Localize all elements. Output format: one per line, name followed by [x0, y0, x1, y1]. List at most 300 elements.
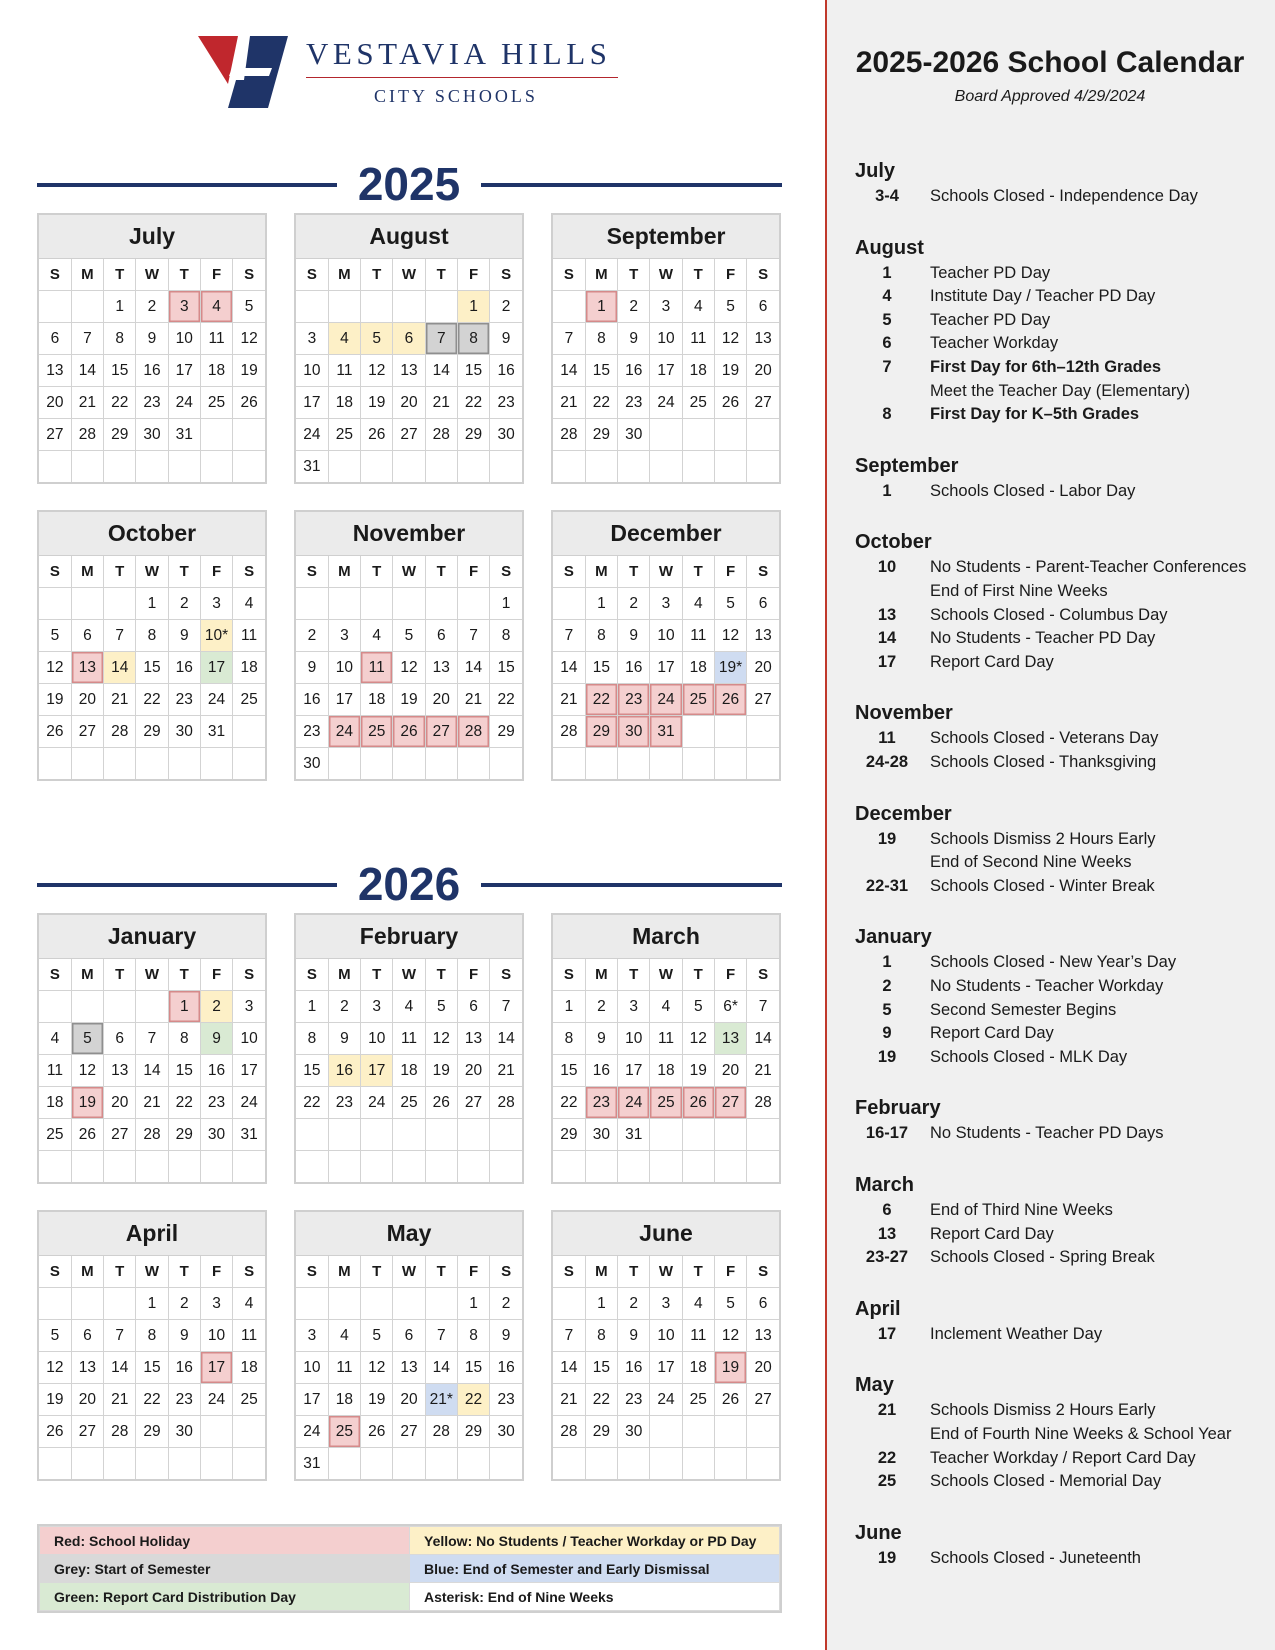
weekday-header: W	[393, 556, 425, 588]
empty-cell	[39, 588, 71, 620]
day-cell: 26	[361, 419, 393, 451]
day-cell: 11	[682, 323, 714, 355]
empty-cell	[553, 1151, 585, 1183]
empty-cell	[553, 1288, 585, 1320]
empty-cell	[425, 451, 457, 483]
day-cell: 23	[618, 1384, 650, 1416]
weekday-header: S	[296, 959, 328, 991]
day-cell: 22	[457, 387, 489, 419]
empty-cell	[425, 588, 457, 620]
day-cell: 12	[71, 1055, 103, 1087]
day-cell: 8	[585, 323, 617, 355]
weekday-header: S	[233, 1256, 265, 1288]
month-april	[37, 1210, 267, 1481]
vh-logo-icon	[198, 36, 288, 112]
day-cell: 4	[39, 1023, 71, 1055]
day-cell: 21	[553, 387, 585, 419]
empty-cell	[553, 588, 585, 620]
day-cell: 15	[136, 1352, 168, 1384]
day-cell: 22	[585, 387, 617, 419]
day-cell: 23	[168, 684, 200, 716]
day-cell: 2	[168, 1288, 200, 1320]
event-month-heading: July	[855, 160, 896, 182]
day-cell: 18	[328, 1384, 360, 1416]
empty-cell	[71, 588, 103, 620]
day-cell: 23	[618, 684, 650, 716]
empty-cell	[136, 748, 168, 780]
day-cell: 21	[553, 684, 585, 716]
event-date: 9	[882, 1024, 892, 1043]
empty-cell	[328, 1119, 360, 1151]
empty-cell	[296, 588, 328, 620]
event-description: Teacher Workday	[930, 334, 1059, 353]
day-cell: 27	[457, 1087, 489, 1119]
month-march	[551, 913, 781, 1184]
empty-cell	[168, 1151, 200, 1183]
day-cell: 12	[39, 1352, 71, 1384]
day-cell: 2	[618, 1288, 650, 1320]
day-cell: 27	[747, 684, 779, 716]
day-cell: 17	[168, 355, 200, 387]
event-date: 3-4	[875, 187, 899, 205]
day-cell: 10*	[200, 620, 232, 652]
day-cell: 18	[393, 1055, 425, 1087]
day-cell: 3	[650, 1288, 682, 1320]
day-cell: 15	[457, 355, 489, 387]
empty-cell	[233, 748, 265, 780]
empty-cell	[425, 1288, 457, 1320]
empty-cell	[168, 451, 200, 483]
day-cell: 6	[104, 1023, 136, 1055]
day-cell: 24	[618, 1087, 650, 1119]
day-cell: 26	[714, 684, 746, 716]
day-cell: 29	[168, 1119, 200, 1151]
day-cell: 21	[104, 684, 136, 716]
day-cell: 12	[361, 1352, 393, 1384]
empty-cell	[233, 419, 265, 451]
weekday-header: M	[328, 259, 360, 291]
month-name: February	[296, 915, 522, 959]
day-cell: 16	[490, 355, 522, 387]
day-cell: 16	[328, 1055, 360, 1087]
event-date: 13	[877, 605, 897, 624]
day-cell: 27	[71, 1416, 103, 1448]
day-cell: 29	[553, 1119, 585, 1151]
empty-cell	[200, 748, 232, 780]
weekday-header: S	[233, 259, 265, 291]
day-cell: 27	[393, 1416, 425, 1448]
empty-cell	[553, 748, 585, 780]
day-cell: 19	[71, 1087, 103, 1119]
day-cell: 5	[393, 620, 425, 652]
day-cell: 20	[457, 1055, 489, 1087]
day-cell: 13	[747, 323, 779, 355]
day-cell: 17	[233, 1055, 265, 1087]
logo-subtitle: CITY SCHOOLS	[374, 86, 538, 106]
weekday-header: S	[490, 259, 522, 291]
empty-cell	[585, 748, 617, 780]
event-date: 5	[882, 1000, 892, 1019]
event-date: 4	[882, 287, 892, 306]
weekday-header: S	[747, 556, 779, 588]
empty-cell	[490, 1448, 522, 1480]
empty-cell	[747, 748, 779, 780]
month-name: October	[39, 512, 265, 556]
day-cell: 1	[136, 588, 168, 620]
empty-cell	[71, 748, 103, 780]
day-cell: 14	[457, 652, 489, 684]
event-date: 7	[882, 358, 892, 376]
day-cell: 31	[650, 716, 682, 748]
empty-cell	[328, 1151, 360, 1183]
weekday-header: W	[650, 959, 682, 991]
day-cell: 4	[682, 1288, 714, 1320]
day-cell: 3	[296, 323, 328, 355]
day-cell: 4	[200, 291, 232, 323]
day-cell: 25	[328, 419, 360, 451]
day-cell: 2	[168, 588, 200, 620]
day-cell: 19	[714, 1352, 746, 1384]
empty-cell	[682, 451, 714, 483]
empty-cell	[682, 1416, 714, 1448]
empty-cell	[618, 451, 650, 483]
event-description: Inclement Weather Day	[930, 1324, 1103, 1343]
day-cell: 23	[490, 1384, 522, 1416]
month-january	[37, 913, 267, 1184]
day-cell: 9	[490, 323, 522, 355]
empty-cell	[618, 1151, 650, 1183]
day-cell: 1	[457, 1288, 489, 1320]
year-heading-2025	[37, 154, 782, 214]
day-cell: 19	[425, 1055, 457, 1087]
empty-cell	[714, 1119, 746, 1151]
day-cell: 3	[200, 588, 232, 620]
day-cell: 5	[714, 588, 746, 620]
event-description: Report Card Day	[930, 1024, 1054, 1043]
empty-cell	[328, 748, 360, 780]
day-cell: 22	[553, 1087, 585, 1119]
weekday-header: F	[200, 1256, 232, 1288]
day-cell: 3	[168, 291, 200, 323]
day-cell: 7	[425, 323, 457, 355]
empty-cell	[747, 451, 779, 483]
day-cell: 6	[747, 588, 779, 620]
day-cell: 22	[457, 1384, 489, 1416]
day-cell: 4	[361, 620, 393, 652]
day-cell: 9	[618, 323, 650, 355]
day-cell: 23	[296, 716, 328, 748]
day-cell: 5	[71, 1023, 103, 1055]
event-month-heading: December	[855, 802, 952, 825]
day-cell: 15	[136, 652, 168, 684]
day-cell: 25	[233, 684, 265, 716]
day-cell: 20	[714, 1055, 746, 1087]
empty-cell	[585, 1448, 617, 1480]
day-cell: 10	[361, 1023, 393, 1055]
empty-cell	[233, 1416, 265, 1448]
weekday-header: T	[104, 556, 136, 588]
day-cell: 27	[747, 387, 779, 419]
empty-cell	[682, 716, 714, 748]
day-cell: 24	[296, 419, 328, 451]
day-cell: 12	[714, 323, 746, 355]
day-cell: 28	[104, 1416, 136, 1448]
event-date: 19	[877, 1047, 897, 1066]
event-month-heading: March	[855, 1174, 914, 1196]
event-month-heading: January	[855, 926, 932, 949]
day-cell: 23	[200, 1087, 232, 1119]
day-cell: 25	[650, 1087, 682, 1119]
event-date: 8	[882, 405, 892, 424]
day-cell: 22	[136, 1384, 168, 1416]
day-cell: 6	[425, 620, 457, 652]
day-cell: 5	[39, 1320, 71, 1352]
day-cell: 13	[71, 1352, 103, 1384]
day-cell: 27	[104, 1119, 136, 1151]
legend-asterisk: Asterisk: End of Nine Weeks	[410, 1583, 780, 1611]
empty-cell	[71, 291, 103, 323]
day-cell: 2	[136, 291, 168, 323]
day-cell: 28	[104, 716, 136, 748]
empty-cell	[747, 716, 779, 748]
month-october	[37, 510, 267, 781]
day-cell: 9	[585, 1023, 617, 1055]
day-cell: 4	[682, 291, 714, 323]
weekday-header: T	[425, 556, 457, 588]
event-date: 6	[882, 1201, 892, 1219]
weekday-header: M	[71, 259, 103, 291]
day-cell: 14	[553, 1352, 585, 1384]
day-cell: 14	[553, 652, 585, 684]
day-cell: 22	[136, 684, 168, 716]
day-cell: 13	[104, 1055, 136, 1087]
day-cell: 27	[747, 1384, 779, 1416]
empty-cell	[168, 748, 200, 780]
day-cell: 2	[490, 1288, 522, 1320]
day-cell: 17	[200, 1352, 232, 1384]
day-cell: 8	[168, 1023, 200, 1055]
day-cell: 17	[200, 652, 232, 684]
day-cell: 18	[39, 1087, 71, 1119]
event-description: Schools Closed - Memorial Day	[930, 1472, 1162, 1491]
day-cell: 13	[714, 1023, 746, 1055]
empty-cell	[714, 451, 746, 483]
day-cell: 16	[490, 1352, 522, 1384]
weekday-header: F	[457, 556, 489, 588]
empty-cell	[490, 748, 522, 780]
month-name: March	[553, 915, 779, 959]
day-cell: 11	[650, 1023, 682, 1055]
day-cell: 26	[425, 1087, 457, 1119]
day-cell: 14	[136, 1055, 168, 1087]
day-cell: 10	[296, 355, 328, 387]
day-cell: 13	[393, 355, 425, 387]
day-cell: 12	[361, 355, 393, 387]
day-cell: 19*	[714, 652, 746, 684]
day-cell: 30	[585, 1119, 617, 1151]
day-cell: 13	[747, 620, 779, 652]
day-cell: 16	[618, 652, 650, 684]
day-cell: 20	[393, 1384, 425, 1416]
empty-cell	[361, 748, 393, 780]
day-cell: 10	[233, 1023, 265, 1055]
day-cell: 20	[425, 684, 457, 716]
day-cell: 20	[39, 387, 71, 419]
day-cell: 14	[71, 355, 103, 387]
day-cell: 15	[553, 1055, 585, 1087]
day-cell: 31	[296, 1448, 328, 1480]
month-name: May	[296, 1212, 522, 1256]
day-cell: 16	[585, 1055, 617, 1087]
day-cell: 7	[747, 991, 779, 1023]
month-september	[551, 213, 781, 484]
empty-cell	[393, 1151, 425, 1183]
event-description: First Day for K–5th Grades	[930, 405, 1140, 424]
day-cell: 8	[490, 620, 522, 652]
day-cell: 1	[168, 991, 200, 1023]
day-cell: 14	[425, 1352, 457, 1384]
day-cell: 20	[747, 355, 779, 387]
day-cell: 25	[682, 387, 714, 419]
day-cell: 5	[425, 991, 457, 1023]
day-cell: 11	[361, 652, 393, 684]
day-cell: 24	[361, 1087, 393, 1119]
day-cell: 30	[490, 419, 522, 451]
empty-cell	[200, 1151, 232, 1183]
day-cell: 14	[104, 652, 136, 684]
day-cell: 31	[168, 419, 200, 451]
day-cell: 19	[682, 1055, 714, 1087]
weekday-header: T	[618, 556, 650, 588]
event-date: 22	[877, 1448, 897, 1467]
day-cell: 5	[714, 1288, 746, 1320]
event-description: Second Semester Begins	[930, 1000, 1117, 1019]
day-cell: 3	[328, 620, 360, 652]
day-cell: 30	[200, 1119, 232, 1151]
day-cell: 19	[233, 355, 265, 387]
weekday-header: T	[104, 259, 136, 291]
weekday-header: S	[39, 259, 71, 291]
day-cell: 6	[747, 1288, 779, 1320]
day-cell: 31	[618, 1119, 650, 1151]
day-cell: 20	[393, 387, 425, 419]
weekday-header: W	[136, 1256, 168, 1288]
event-month-heading: August	[855, 236, 924, 259]
empty-cell	[361, 451, 393, 483]
day-cell: 17	[296, 387, 328, 419]
day-cell: 24	[296, 1416, 328, 1448]
day-cell: 10	[168, 323, 200, 355]
event-description: Schools Closed - Winter Break	[930, 876, 1155, 895]
event-description: Institute Day / Teacher PD Day	[930, 287, 1156, 306]
event-month-heading: September	[855, 454, 959, 477]
empty-cell	[328, 588, 360, 620]
color-legend	[37, 1524, 782, 1613]
day-cell: 8	[585, 620, 617, 652]
month-february	[294, 913, 524, 1184]
day-cell: 29	[104, 419, 136, 451]
event-date: 11	[878, 729, 896, 748]
day-cell: 10	[650, 1320, 682, 1352]
weekday-header: W	[136, 259, 168, 291]
month-november	[294, 510, 524, 781]
year-label: 2025	[357, 158, 461, 210]
day-cell: 8	[296, 1023, 328, 1055]
month-name: December	[553, 512, 779, 556]
event-description: Report Card Day	[930, 1224, 1054, 1243]
empty-cell	[104, 1448, 136, 1480]
day-cell: 29	[490, 716, 522, 748]
weekday-header: M	[71, 1256, 103, 1288]
day-cell: 28	[425, 419, 457, 451]
day-cell: 16	[136, 355, 168, 387]
empty-cell	[104, 1151, 136, 1183]
month-august	[294, 213, 524, 484]
weekday-header: F	[714, 1256, 746, 1288]
day-cell: 5	[233, 291, 265, 323]
weekday-header: T	[425, 1256, 457, 1288]
empty-cell	[296, 1119, 328, 1151]
empty-cell	[168, 1448, 200, 1480]
empty-cell	[328, 1448, 360, 1480]
day-cell: 17	[650, 652, 682, 684]
event-description: Schools Closed - Labor Day	[930, 481, 1136, 500]
day-cell: 12	[682, 1023, 714, 1055]
day-cell: 9	[168, 1320, 200, 1352]
day-cell: 26	[233, 387, 265, 419]
empty-cell	[714, 419, 746, 451]
day-cell: 25	[39, 1119, 71, 1151]
empty-cell	[747, 419, 779, 451]
weekday-header: W	[393, 1256, 425, 1288]
empty-cell	[425, 1119, 457, 1151]
day-cell: 27	[393, 419, 425, 451]
day-cell: 7	[553, 620, 585, 652]
day-cell: 1	[585, 588, 617, 620]
calendar-title: 2025-2026 School Calendar	[855, 46, 1245, 79]
day-cell: 2	[585, 991, 617, 1023]
empty-cell	[714, 1416, 746, 1448]
legend-yellow: Yellow: No Students / Teacher Workday or PD Day	[410, 1527, 780, 1555]
day-cell: 2	[200, 991, 232, 1023]
day-cell: 18	[682, 652, 714, 684]
year-heading-2026	[37, 854, 782, 914]
weekday-header: T	[682, 959, 714, 991]
empty-cell	[200, 1448, 232, 1480]
district-logo	[198, 36, 628, 112]
empty-cell	[136, 451, 168, 483]
day-cell: 13	[39, 355, 71, 387]
day-cell: 27	[425, 716, 457, 748]
event-month-heading: May	[855, 1374, 894, 1397]
day-cell: 6*	[714, 991, 746, 1023]
day-cell: 7	[104, 1320, 136, 1352]
day-cell: 15	[490, 652, 522, 684]
empty-cell	[328, 291, 360, 323]
day-cell: 3	[233, 991, 265, 1023]
day-cell: 22	[296, 1087, 328, 1119]
day-cell: 11	[233, 1320, 265, 1352]
day-cell: 19	[361, 1384, 393, 1416]
event-description: Report Card Day	[930, 652, 1054, 671]
event-description: No Students - Teacher Workday	[930, 977, 1164, 995]
empty-cell	[296, 1151, 328, 1183]
empty-cell	[361, 1288, 393, 1320]
day-cell: 23	[328, 1087, 360, 1119]
day-cell: 3	[361, 991, 393, 1023]
day-cell: 16	[200, 1055, 232, 1087]
weekday-header: M	[328, 959, 360, 991]
